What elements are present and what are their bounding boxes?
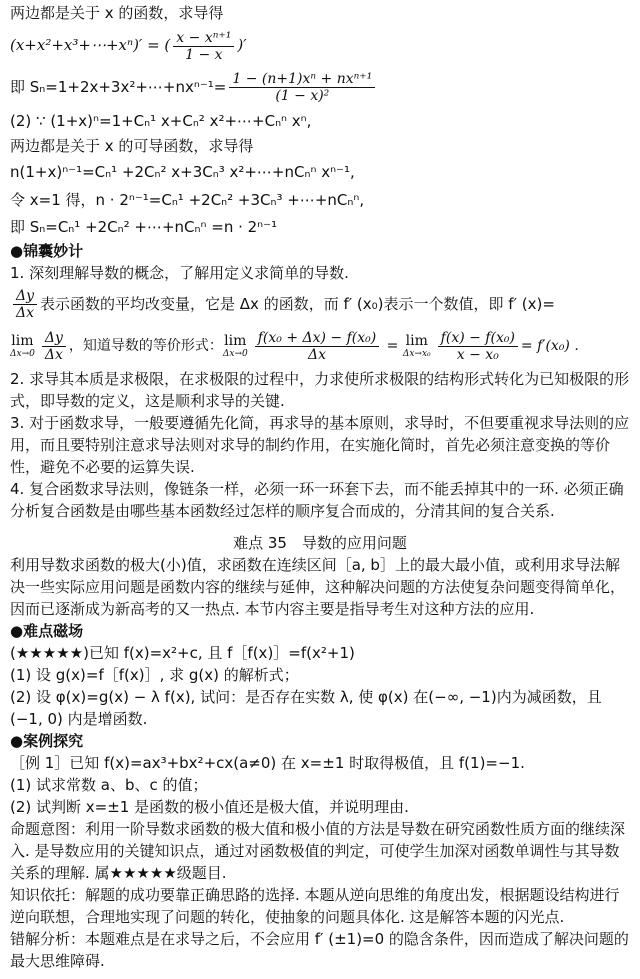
paragraph: 3. 对于函数求导，一般要遵循先化简，再求导的基本原则，求导时，不但要重视求导法则的应用，而且要特别注意求导法则对求导的制约作用，在实施化简时，首先必须注意变换的等价性，避免不必要的运算失误.: [10, 414, 630, 476]
paragraph: 知识依托：解题的成功要靠正确思路的选择. 本题从逆向思维的角度出发，根据题设结构进行逆向联想，合理地实现了问题的转化，使抽象的问题具体化. 这是解答本题的闪光点.: [10, 886, 620, 926]
fraction-denominator: (1 − x)²: [275, 88, 330, 104]
section-heading: ●锦囊妙计: [10, 242, 84, 260]
limit-word: lim: [11, 333, 34, 349]
text-line: ［例 1］已知 f(x)=ax³+bx²+cx(a≠0) 在 x=±1 时取得极值，且 f(1)=−1.: [10, 754, 525, 772]
text-span: = f′(x₀) .: [520, 338, 579, 354]
text-line: 1. 深刻理解导数的概念，了解用定义求简单的导数.: [10, 264, 349, 282]
text-line: (2) 设 φ(x)=g(x) − λ f(x), 试问：是否存在实数 λ, 使 φ(x) 在(−∞, −1)内为减函数，且: [10, 688, 602, 706]
equation-line: [10, 66, 630, 108]
fraction: [229, 71, 375, 104]
fraction-numerator: 1 − (n+1)xⁿ + nxⁿ⁺¹: [229, 71, 375, 88]
limit: [10, 333, 35, 359]
section-heading: ●案例探究: [10, 732, 84, 750]
paragraph: 2. 求导其本质是求极限，在求极限的过程中，力求使所求极限的结构形式转化为已知极限的形式，即导数的定义，这是顺利求导的关键.: [10, 370, 630, 410]
text-line: (2) 试判断 x=±1 是函数的极小值还是极大值，并说明理由.: [10, 798, 409, 816]
paragraph: 利用导数求函数的极大(小)值，求函数在连续区间［a, b］上的最大最小值，或利用求导法解决一些实际应用问题是函数内容的继续与延伸，这种解决问题的方法使复杂问题变得简单化，因而已逐渐成为新高考的又一热点. 本节内容主要是指导考生对这种方法的应用.: [10, 556, 626, 618]
equation-line: [10, 24, 630, 66]
equation-part: )′: [237, 36, 247, 54]
equation-line: lim Δx→0 $\frac{\Delta y}{\Delta x}$ ，知道导数的等价形式： lim Δx→0 $\frac{\text{f(x₀ + Δx) − f(x₀)}}{\Delta x}$ = lim Δx→x₀ $\frac{\text{f(x) − f(x₀)}}{\text{x − x₀}}$ = f′(x₀) .: [10, 329, 579, 363]
limit-word: lim: [224, 333, 247, 349]
fraction-denominator: Δx: [307, 346, 326, 363]
fraction-denominator: x − x₀: [456, 346, 499, 363]
limit: [223, 333, 248, 359]
text-line: [10, 284, 630, 324]
fraction-denominator: Δx: [16, 305, 35, 321]
text-span: ，知道导数的等价形式：: [68, 338, 223, 354]
fraction-numerator: f(x) − f(x₀): [438, 330, 518, 347]
fraction: [13, 288, 37, 321]
text-line: n(1+x)ⁿ⁻¹=Cₙ¹ +2Cₙ² x+3Cₙ³ x²+⋯+nCₙⁿ xⁿ⁻¹,: [10, 163, 355, 181]
fraction-numerator: x − xⁿ⁺¹: [173, 30, 234, 47]
fraction-numerator: Δy: [13, 288, 37, 305]
limit-subscript: Δx→0: [10, 349, 35, 359]
limit: [403, 333, 431, 359]
fraction: [42, 330, 66, 363]
text-line: 即 Sₙ=Cₙ¹ +2Cₙ² +⋯+nCₙⁿ =n · 2ⁿ⁻¹: [10, 218, 278, 236]
text-line: 令 x=1 得，n · 2ⁿ⁻¹=Cₙ¹ +2Cₙ² +3Cₙ³ +⋯+nCₙⁿ,: [10, 191, 365, 209]
text-line: (−1, 0) 内是增函数.: [10, 710, 148, 728]
limit-word: lim: [405, 333, 428, 349]
section-title: 难点 35 导数的应用问题: [233, 534, 407, 552]
text-line: (1) 试求常数 a、b、c 的值；: [10, 776, 208, 794]
document-page: [0, 2, 640, 979]
text-line: (★★★★★)已知 f(x)=x²+c, 且 f［f(x)］=f(x²+1): [10, 644, 355, 662]
text-line: 两边都是关于 x 的可导函数，求导得: [10, 137, 254, 155]
fraction-denominator: 1 − x: [185, 46, 223, 63]
fraction: [438, 330, 518, 363]
section-heading: ●难点磁场: [10, 622, 84, 640]
equation-part: 即 Sₙ=1+2x+3x²+⋯+nxⁿ⁻¹=: [10, 78, 227, 96]
limit-subscript: Δx→0: [222, 349, 248, 359]
fraction-numerator: Δy: [42, 330, 66, 347]
text-line: (1) 设 g(x)=f［f(x)］, 求 g(x) 的解析式；: [10, 666, 299, 684]
fraction-denominator: Δx: [44, 346, 63, 363]
fraction: [173, 30, 234, 63]
text-span: 表示函数的平均改变量，它是 Δx 的函数，而 f′ (x₀)表示一个数值，即 f′ (x)=: [40, 295, 555, 313]
fraction-numerator: f(x₀ + Δx) − f(x₀): [255, 330, 380, 347]
text-line: (2) ∵ (1+x)ⁿ=1+Cₙ¹ x+Cₙ² x²+⋯+Cₙⁿ xⁿ,: [10, 112, 312, 130]
paragraph: 命题意图：利用一阶导数求函数的极大值和极小值的方法是导数在研究函数性质方面的继续深入. 是导数应用的关键知识点，通过对函数极值的判定，可使学生加深对函数单调性与其导数关系的理解. 属★★★★★级题目.: [10, 820, 626, 882]
paragraph: 4. 复合函数求导法则，像链条一样，必须一环一环套下去，而不能丢掉其中的一环. 必须正确分析复合函数是由哪些基本函数经过怎样的顺序复合而成的，分清其间的复合关系.: [10, 480, 624, 520]
limit-subscript: Δx→x₀: [402, 349, 431, 359]
fraction: [255, 330, 380, 363]
text-line: 两边都是关于 x 的函数，求导得: [10, 4, 224, 22]
paragraph: 错解分析：本题难点是在求导之后，不会应用 f′ (±1)=0 的隐含条件，因而造成了解决问题的最大思维障碍.: [10, 930, 629, 970]
equation-part: (x+x²+x³+⋯+xⁿ)′ = (: [10, 36, 171, 54]
